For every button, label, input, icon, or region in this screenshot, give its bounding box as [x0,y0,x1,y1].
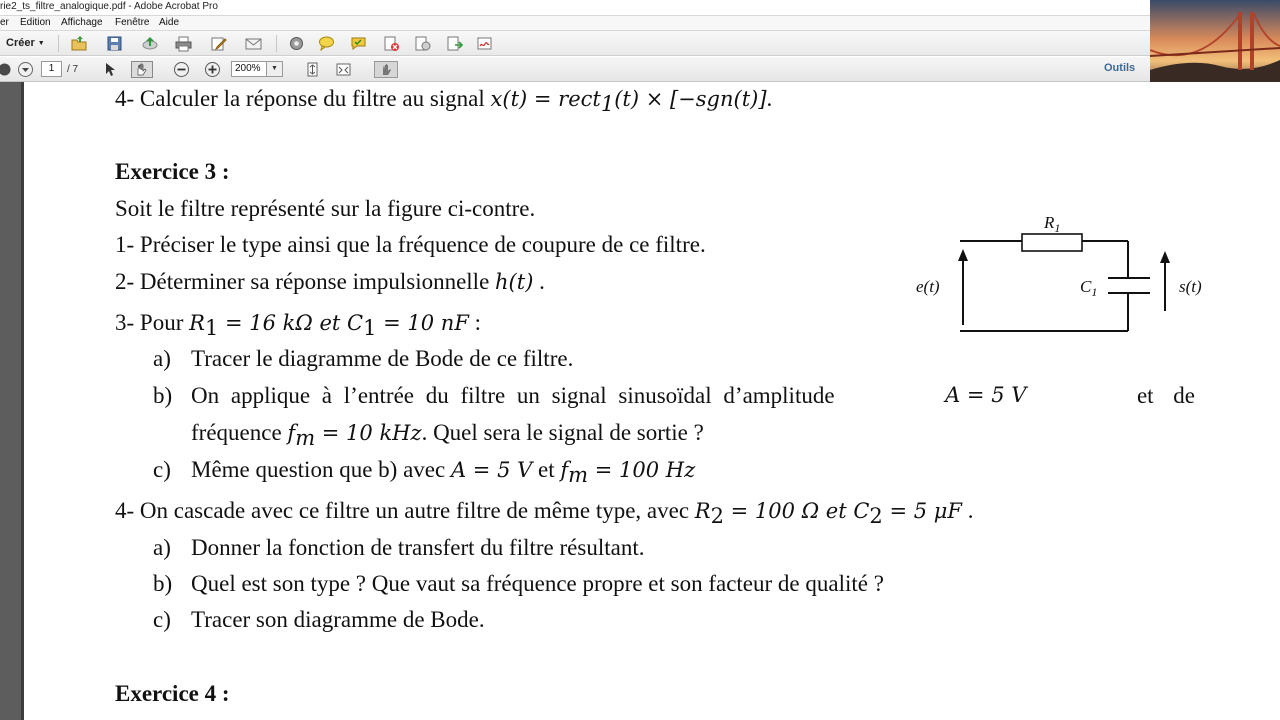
zoom-level-field[interactable]: 200% [231,61,267,77]
exercise-3-q4 [115,498,973,528]
q2-end: . [533,269,545,294]
edit-icon[interactable] [210,35,227,52]
q4-prev-sub: 1 [600,92,615,116]
toolbar-divider [276,35,277,52]
q2-math: h(t) [495,270,534,294]
q4a-text: Donner la fonction de transfert du filtre résultant. [191,535,645,560]
q3c-line [191,457,695,487]
menu-fenetre[interactable]: Fenêtre [115,17,150,28]
q4-sub2: 2 [869,504,883,528]
q4-prev-end: . [766,86,773,111]
open-icon[interactable] [71,35,88,52]
create-button[interactable] [6,37,45,49]
output-signal-label: s(t) [1179,277,1202,296]
q4-prev-text: 4- Calculer la réponse du filtre au signal [115,86,491,111]
q4-math-c: = 5 μF [882,499,962,523]
next-page-icon[interactable] [17,61,34,78]
previous-question-4 [115,86,772,116]
fit-width-icon[interactable] [335,61,352,78]
fit-page-icon[interactable] [304,61,321,78]
page-number-input[interactable]: 1 [41,61,62,77]
q3-text: 3- Pour [115,310,190,335]
webcam-overlay [1150,0,1280,87]
q4a-label: a) [153,535,171,560]
q3-sub1: 1 [204,316,219,340]
q4-text: 4- On cascade avec ce filtre un autre filtre de même type, avec [115,498,695,523]
q3b-line1-end: et de [1136,383,1195,408]
q3c-label: c) [153,457,171,482]
highlight-icon[interactable] [350,35,367,52]
toolbar-divider [58,35,59,52]
q3c-mid: et [532,457,561,482]
exercise-3-intro: Soit le filtre représenté sur la figure ci-contre. [115,196,536,221]
q3b-line1-text: On applique à l’entrée du filtre un signal sinusoïdal d’amplitude [191,383,835,408]
previous-page-icon[interactable] [0,61,8,78]
c1-label: $C_1$ [1080,277,1098,299]
q3b-line-1 [191,383,1195,409]
q4c-label: c) [153,607,171,632]
q3b-line-2 [191,420,704,450]
exercise-3-title: Exercice 3 : [115,159,230,184]
q3-sub2: 1 [363,316,377,340]
q3c-math-2b: = 100 Hz [588,458,696,482]
q3b-math-2b: = 10 kHz [315,421,422,445]
q2-text: 2- Déterminer sa réponse impulsionnelle [115,269,496,294]
zoom-dropdown-icon[interactable]: ▼ [267,61,283,77]
q3b-label: b) [153,383,173,408]
title-bar [0,0,1280,16]
email-icon[interactable] [245,35,262,52]
q3-math-b: = 16 kΩ et C [218,311,364,335]
rc-circuit-diagram [906,205,1226,345]
q3c-math-2sub: m [568,463,589,487]
exercise-3-q3 [115,310,481,340]
q4-end: . [961,498,974,523]
q3b-line2-text: fréquence [191,420,288,445]
q4c-text: Tracer son diagramme de Bode. [191,607,485,632]
comment-icon[interactable] [318,35,335,52]
exercise-3-q2 [115,269,545,295]
main-toolbar [0,31,1150,56]
q4b-text: Quel est son type ? Que vaut sa fréquence propre et son facteur de qualité ? [191,571,884,596]
r1-label: $R_1$ [1044,213,1061,235]
q3b-math-1: A = 5 V [945,383,1027,407]
q3c-text: Même question que b) avec [191,457,451,482]
q4-math-b: = 100 Ω et C [723,499,870,523]
q3-math-c: = 10 nF [376,311,469,335]
export-icon[interactable] [414,35,431,52]
q4-prev-math-b: (t) × [−sgn(t)] [614,87,767,111]
q4-sub1: 2 [710,504,724,528]
exercise-3-q1: 1- Préciser le type ainsi que la fréquence de coupure de ce filtre. [115,232,706,257]
zoom-out-icon[interactable] [173,61,190,78]
create-label: Créer [6,37,35,49]
q4b-label: b) [153,571,173,596]
zoom-in-icon[interactable] [204,61,221,78]
settings-icon[interactable] [288,35,305,52]
input-signal-label: e(t) [916,277,940,296]
q3-end: : [468,310,482,335]
q3c-math-2a: f [560,458,569,482]
upload-icon[interactable] [141,35,158,52]
menu-edition[interactable]: Edition [20,17,51,28]
q3b-line2-end: . Quel sera le signal de sortie ? [421,420,704,445]
q3b-math-2a: f [287,421,296,445]
save-icon[interactable] [106,35,123,52]
select-cursor-icon[interactable] [102,61,119,78]
chevron-down-icon: ▼ [37,39,45,47]
q3c-math-1: A = 5 V [450,458,533,482]
menu-aide[interactable]: Aide [159,17,180,28]
q4-prev-math-a: x(t) = rect [490,87,601,111]
hand-tool-icon[interactable] [131,61,153,78]
read-mode-icon[interactable] [374,61,398,78]
menu-affichage[interactable]: Affichage [61,17,103,28]
exercise-4-title: Exercice 4 : [115,681,230,706]
menu-fichier[interactable]: er [0,17,9,28]
q3b-math-2sub: m [295,426,316,450]
menu-bar [0,16,1280,31]
navigation-toolbar [0,57,1150,82]
window-title: rie2_ts_filtre_analogique.pdf - Adobe Acrobat Pro [0,1,218,12]
q3a-label: a) [153,346,171,371]
left-navigation-pane [0,82,24,720]
tools-button[interactable]: Outils [1104,62,1136,74]
page-total: / 7 [67,64,79,75]
print-icon[interactable] [175,35,192,52]
sign-icon[interactable] [476,35,493,52]
delete-icon[interactable] [383,35,400,52]
import-icon[interactable] [446,35,463,52]
q3-math-a: R [189,311,205,335]
q4-math-a: R [694,499,711,523]
q3a-text: Tracer le diagramme de Bode de ce filtre. [191,346,574,371]
resistor-r1 [1022,234,1082,251]
